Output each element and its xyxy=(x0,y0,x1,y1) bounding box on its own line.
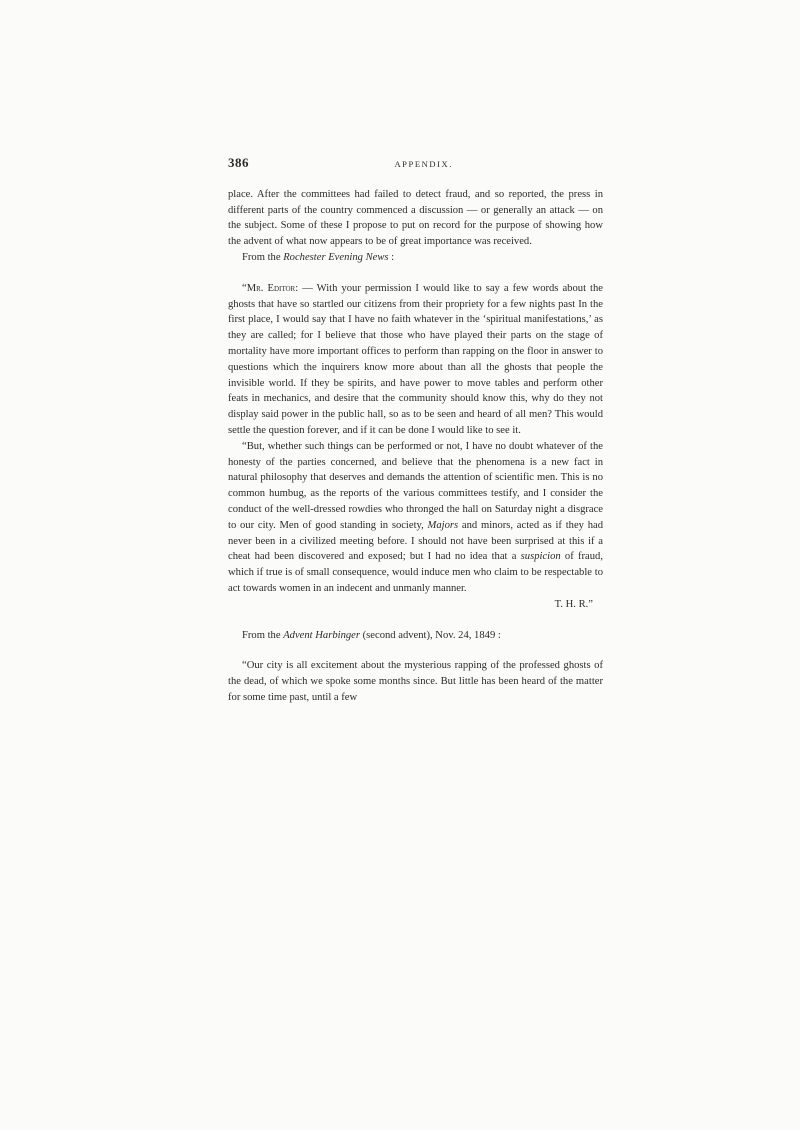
page-header xyxy=(228,155,603,173)
running-title: APPENDIX. xyxy=(394,159,453,169)
advent-quote-paragraph: “Our city is all excitement about the mysterious rapping of the professed ghosts of the dead, of which we spoke some months since. But little has been heard of the matter for some time past, until a few xyxy=(228,660,603,703)
source-line-rochester xyxy=(228,250,603,266)
letter-p2-text-c: of fraud, which if true is of small consequence, would induce men who claim to be respectable to act towards women in an indecent and unmanly manner. xyxy=(228,551,603,594)
letter-p2-text-a: “But, whether such things can be performed or not, I have no doubt whatever of the honesty of the parties concerned, and believe that the phenomena is a new fact in natural philosophy that deserves and demands the attention of scientific men. This is no common humbug, as the reports of the various committees testify, and I consider the conduct of the well-dressed rowdies who thronged the hall on Saturday night a disgrace to our city. Men of good standing in society, xyxy=(228,440,603,531)
page-content xyxy=(228,155,603,706)
source-prefix: From the xyxy=(242,251,284,263)
letter-p2-italic-majors: Majors xyxy=(427,519,459,531)
source-suffix: (second advent), Nov. 24, 1849 : xyxy=(360,629,501,641)
source-name: Advent Harbinger xyxy=(283,629,360,641)
intro-paragraph: place. After the committees had failed to detect fraud, and so reported, the press in different parts of the country commenced a discussion — or generally an attack — on the subject. Some of these I propose to put on record for the purpose of showing how the advent of what now appears to be of great importance was received. xyxy=(228,188,603,248)
letter-p1-text: — With your permission I would like to say a few words about the ghosts that have so startled our citizens from their propriety for a few nights past In the first place, I would say that I have no faith whatever in the ‘spiritual manifestations,’ as they are called; for I believe that those who have played their parts on the stage of mortality have more important offices to perform than rapping on the floor in answer to questions which the inquirers know more about than all the ghosts that people the invisible world. If they be spirits, and have power to move tables and perform other feats in mechanics, and desire that the community should know this, why do they not display said power in the public hall, so as to be seen and heard of all men? This would settle the question forever, and if it can be done I would like to see it. xyxy=(228,282,603,436)
letter-salutation: “Mr. Editor: xyxy=(242,282,299,294)
source-prefix: From the xyxy=(242,629,284,641)
letter-paragraph-1 xyxy=(228,281,603,439)
letter-p2-italic-suspicion: suspicion xyxy=(520,551,561,563)
letter-signature: T. H. R.” xyxy=(554,598,593,610)
page-number: 386 xyxy=(228,155,249,170)
source-line-advent xyxy=(228,628,603,644)
letter-p2-text-b: and minors, acted as if they had never been in a civilized meeting before. I should not have been surprised at this if a cheat had been discovered and exposed; but I had no idea that a xyxy=(228,519,603,563)
source-name: Rochester Evening News xyxy=(283,251,389,263)
letter-paragraph-2 xyxy=(228,439,603,613)
source-suffix: : xyxy=(388,251,395,263)
